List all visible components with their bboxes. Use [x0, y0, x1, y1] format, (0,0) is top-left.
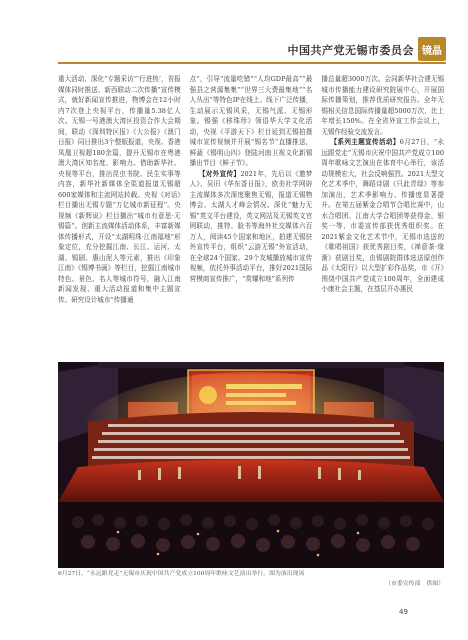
photo-caption: [58, 569, 444, 589]
header-title: 中国共产党无锡市委员会: [287, 44, 414, 57]
paragraph: 播总量超3000万次。会同新华社合建无锡城市传播能力建设研究院展中心，开展国际传播策划，推荐优质研究报告。全年无锡相关信息国际传播量超5000万次，比上年增长150%。在全省外宣工作会议上，无锡作经验交流发言。: [321, 75, 445, 136]
yearbook-logo-icon: 镜晶: [418, 37, 446, 61]
caption-credit: （市委宣传部 供图）: [385, 581, 444, 587]
page-number: 49: [399, 608, 408, 616]
column-2: [190, 74, 313, 352]
column-3: [321, 74, 444, 352]
concert-scene-graphic: [58, 362, 444, 568]
section-heading: 【系列主题宣传活动】: [330, 138, 400, 146]
column-1: [58, 74, 181, 352]
page-header: [0, 22, 468, 62]
paragraph-external-publicity: 【对外宣传】2021年，先后以《邀梦人》、吴旧《华东香日报》，欧美社学网辟主流媒体多次深度聚焦无锡，报道无锡物博会、太湖人才峰会情况。深化“魅力无锡”英文平台建设，英文网站及无锡英文官网联动，推特、脸书等海外社交媒体六百万人，阅读45个国家和地区，拍建无锡驻外宣传平台，组织“云游无锡”外宣活动，在全球24个国家、29个友城播放城市宣传视频，依托外事活动平台，推好2021国际营模商宣传推广，“赏耀和地”系列传: [189, 169, 313, 283]
section-heading: 【对外宣传】: [198, 169, 241, 178]
header-rule: [58, 62, 446, 64]
paragraph: 重大活动、深化“专题采访”‘行进热’，省报媒体同时推送、新西联动二次传播”宣传模式，就好新闻宣传推进，物博会在12小时内7次登上央视平台，传播量5.38亿人次。无锡一号港澳大湾区投资合作大会期间，联动《深圳特区报》《大公报》《澳门日报》同日推出3个整版报道，央视、香港凤凰卫视超180余篇，提升无锡市在粤港澳大湾区知名度、影响力。借助新华社、央视等平台，推出昆虫书院、民生实事等内容，新华社新媒体全渠道报道无锡超600家媒体和主流网站转载。央视《对话》栏目播出无锡专题“万亿城市新征程”。央视频《新辉说》栏目播出“城市有意思·无锡篇”。创新主流媒体活动体系，丰富新媒体传播形式，开设“太湖明珠·江南福地”形象定位，充分挖掘江南、长江、运河、太湖、锡剧、惠山泥人等元素，推出《印象江南》《锡博书画》等栏目，挖掘江南城市特色、景色、名人等城市符号，融入江南新闻发现、重大活动报道和集中主题宣传。研究设计城市“传播通: [58, 75, 181, 304]
paragraph: 点”，引导“流量吃错”“人均GDP最高”“最强县之营源集集”“世界三大费最集地”“名人丛出”等特色IP在线上、线下广泛传播，生动展示无锡风采，无锡气派、无锡形象。锡强《移珠珍》领语华大学文化活动，央视《平游天下》栏目延到无锡拍摄城市宣传视频并开展“锡名节”直播推送，鲜蔬《锡明山四》登陆河南卫视文化新锡播出节目《鲜子节》。: [189, 75, 313, 167]
caption-text: 6月27日，“永远跟党走”无锡市庆祝中国共产党成立100周年歌咏文艺演出举行。图为演出现场: [58, 571, 305, 577]
article-columns: [58, 74, 444, 352]
paragraph-theme-events: 【系列主题宣传活动】6月27日，“永远跟党走”无锡市庆祝中国共产党成立100周年歌咏文艺演出在体育中心举行，该活动规模宏大，社会反响强烈。2021大型文化艺术季中，舞蹈诗剧《只此青绿》等参加演出，艺术季影响力、传播度显著提升。在第五届紫金合唱节合唱比赛中，山水合唱团、江南大学合唱团等获得金、银奖一等、市委宣传部获优秀组织奖。在2021紫金文化艺术节中，无锡市选送的《歌唱祖国》获优秀剧目奖，《禅意茶·缘渐》获剧目奖，由锡剧院群体选送原创作品《太阳行》以大型扩彩作品奖，市《开》围绕中国共产党成立100周年，全面建成小康社会主题，在基层开办惠民: [321, 138, 445, 293]
stage-concert-photo: [58, 362, 444, 568]
